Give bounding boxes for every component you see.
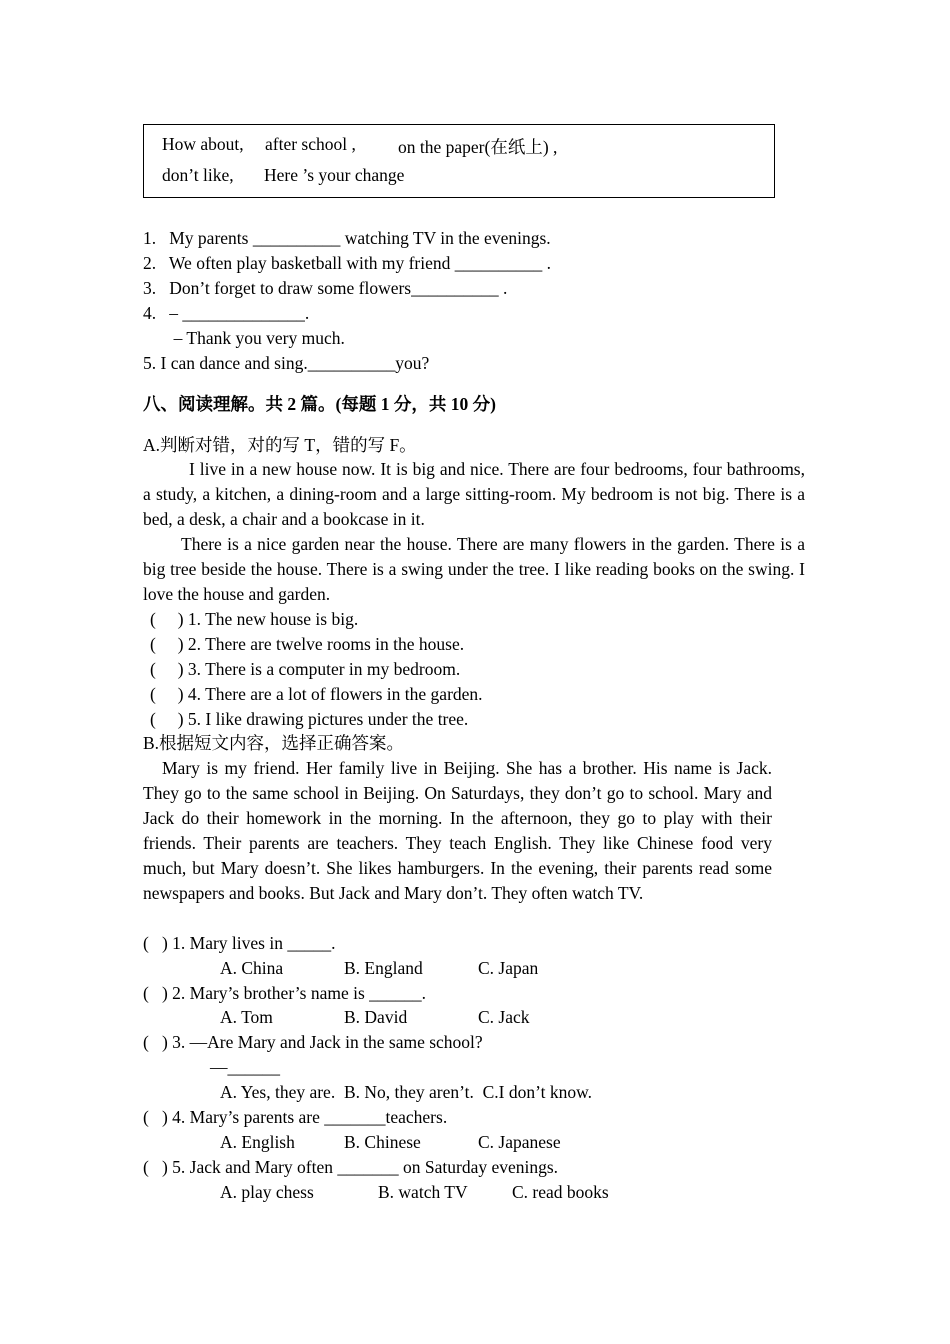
choice-options-line: A. Yes, they are. B. No, they aren’t. C.I don’t know. [220, 1082, 592, 1102]
true-false-question: ( ) 2. There are twelve rooms in the house. [150, 634, 465, 654]
word-bank-item: on the paper(在纸上) , [398, 137, 558, 157]
true-false-question: ( ) 4. There are a lot of flowers in the garden. [150, 684, 483, 704]
choice-question: ( ) 4. Mary’s parents are _______teachers. [143, 1107, 448, 1127]
word-bank-item: Here ’s your change [264, 165, 405, 185]
fill-blank-line: 1. My parents __________ watching TV in the evenings. [143, 228, 551, 248]
answer-blank: —______ [210, 1057, 280, 1077]
choice-question: ( ) 2. Mary’s brother’s name is ______. [143, 983, 427, 1003]
word-bank-item: How about, [162, 134, 244, 154]
word-bank-item: after school , [265, 134, 356, 154]
fill-blank-line: 4. – ______________. [143, 303, 310, 323]
fill-blank-line: 5. I can dance and sing.__________you? [143, 353, 430, 373]
choice-option: C. read books [512, 1182, 609, 1202]
choice-option: B. David [344, 1007, 408, 1027]
true-false-question: ( ) 1. The new house is big. [150, 609, 359, 629]
fill-blank-line: 3. Don’t forget to draw some flowers__________ . [143, 278, 508, 298]
choice-option: A. play chess [220, 1182, 314, 1202]
fill-blank-line: – Thank you very much. [143, 328, 345, 348]
choice-option: A. Tom [220, 1007, 273, 1027]
part-a-instruction: A.判断对错，对的写 T，错的写 F。 [143, 435, 417, 455]
fill-blank-line: 2. We often play basketball with my friend __________ . [143, 253, 551, 273]
choice-option: A. English [220, 1132, 295, 1152]
true-false-question: ( ) 5. I like drawing pictures under the tree. [150, 709, 469, 729]
choice-option: A. China [220, 958, 284, 978]
true-false-question: ( ) 3. There is a computer in my bedroom. [150, 659, 461, 679]
section-title: 八、阅读理解。共 2 篇。(每题 1 分，共 10 分) [143, 394, 496, 414]
word-bank-item: don’t like, [162, 165, 234, 185]
part-a-paragraph-1: I live in a new house now. It is big and nice. There are four bedrooms, four bathrooms, a study, a kitchen, a dining-room and a large sitting-room. My bedroom is not big. There is a bed, a desk, a chair and a bookcase in it. [143, 459, 805, 529]
choice-question: ( ) 5. Jack and Mary often _______ on Saturday evenings. [143, 1157, 559, 1177]
choice-option: C. Japanese [478, 1132, 561, 1152]
choice-option: B. Chinese [344, 1132, 421, 1152]
part-b-passage: Mary is my friend. Her family live in Beijing. She has a brother. His name is Jack. They go to the same school in Beijing. On Saturdays, they don’t go to school. Mary and Jack do their homework in the morning. In the afternoon, they go to play with their friends. Their parents are teachers. They teach English. They like Chinese food very much, but Mary doesn’t. She likes hamburgers. In the evening, their parents read some newspapers and books. But Jack and Mary don’t. They often watch TV. [143, 758, 772, 903]
word-bank-box [143, 124, 775, 198]
part-a-paragraph-2: There is a nice garden near the house. There are many flowers in the garden. There is a big tree beside the house. There is a swing under the tree. I like reading books on the swing. I love the house and garden. [143, 534, 805, 604]
choice-question: ( ) 3. —Are Mary and Jack in the same school? [143, 1032, 483, 1052]
choice-option: C. Jack [478, 1007, 530, 1027]
choice-question: ( ) 1. Mary lives in _____. [143, 933, 336, 953]
choice-option: C. Japan [478, 958, 539, 978]
part-b-instruction: B.根据短文内容，选择正确答案。 [143, 733, 405, 753]
choice-option: B. England [344, 958, 423, 978]
choice-option: B. watch TV [378, 1182, 468, 1202]
